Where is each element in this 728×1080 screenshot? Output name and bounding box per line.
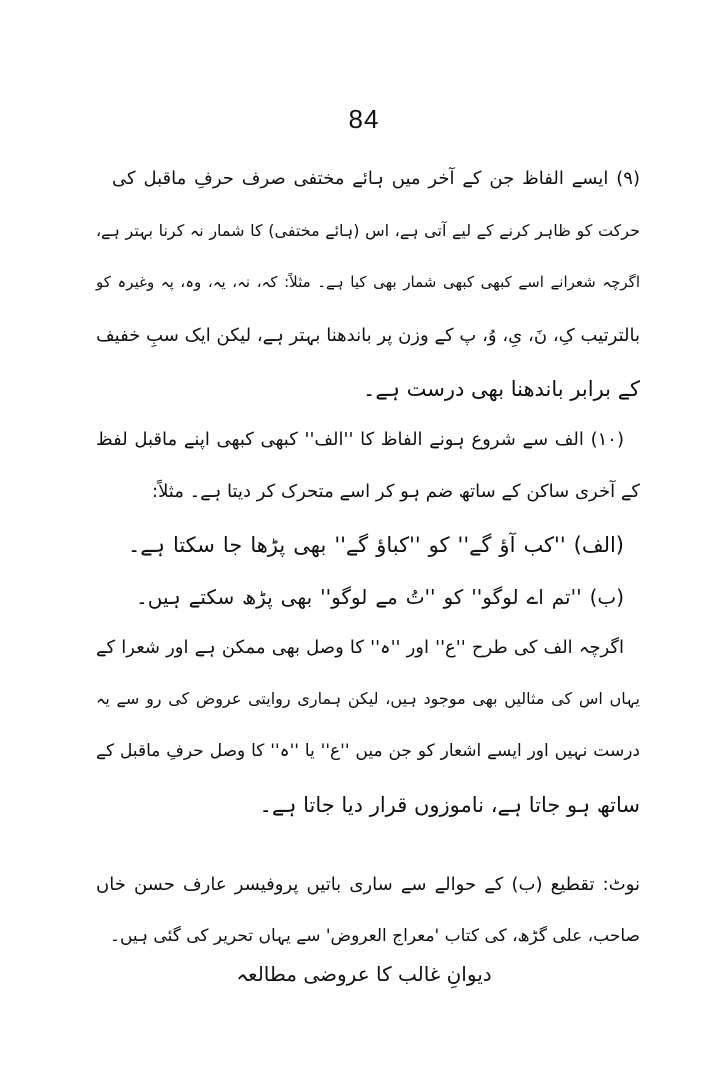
text-line: حرکت کو ظاہر کرنے کے لیے آتی ہے، اس (ہائے مختفی) کا شمار نہ کرنا بہتر ہے، (96, 221, 640, 240)
text-line: (۱۰) الف سے شروع ہونے الفاظ کا ''الف'' کبھی کبھی اپنے ماقبل لفظ (96, 429, 624, 450)
text-line: کے برابر باندھنا بھی درست ہے۔ (363, 377, 640, 401)
text-line: یہاں اس کی مثالیں بھی موجود ہیں، لیکن ہماری روایتی عروض کی رو سے یہ (96, 689, 640, 708)
text-line: ساتھ ہو جاتا ہے، ناموزوں قرار دیا جاتا ہے۔ (259, 793, 640, 817)
running-footer: دیوانِ غالب کا عروضی مطالعہ (236, 962, 492, 986)
text-line: (ب) ''تم اے لوگو'' کو ''تُ مے لوگو'' بھی پڑھ سکتے ہیں۔ (136, 585, 624, 609)
note-line: نوٹ: تقطیع (ب) کے حوالے سے ساری باتیں پروفیسر عارف حسن خاں (96, 874, 640, 895)
text-line: درست نہیں اور ایسے اشعار کو جن میں ''ع'' یا ''ہ'' کا وصل حرفِ ماقبل کے (96, 741, 640, 761)
text-line: (الف) ''کب آؤ گے'' کو ''کباؤ گے'' بھی پڑھا جا سکتا ہے۔ (128, 533, 624, 557)
text-line: اگرچہ شعرانے اسے کبھی کبھی شمار بھی کیا ہے۔ مثلاً: کہ، نہ، یہ، وہ، پہ وغیرہ کو (96, 273, 640, 291)
page-number: 84 (348, 104, 380, 134)
text-line: بالترتیب کِ، نَ، یِ، وُ، پ کے وزن پر باندھنا بہتر ہے، لیکن ایک سبِ خفیف (96, 325, 640, 346)
text-line: (۹) ایسے الفاظ جن کے آخر میں ہائے مختفی صرف حرفِ ماقبل کی (112, 168, 640, 189)
text-line: اگرچہ الف کی طرح ''ع'' اور ''ہ'' کا وصل بھی ممکن ہے اور شعرا کے (96, 637, 624, 658)
text-line: کے آخری ساکن کے ساتھ ضم ہو کر اسے متحرک کر دیتا ہے۔ مثلاً: (152, 481, 640, 502)
note-line: صاحب، علی گڑھ، کی کتاب 'معراج العروض' سے یہاں تحریر کی گئی ہیں۔ (110, 926, 640, 946)
